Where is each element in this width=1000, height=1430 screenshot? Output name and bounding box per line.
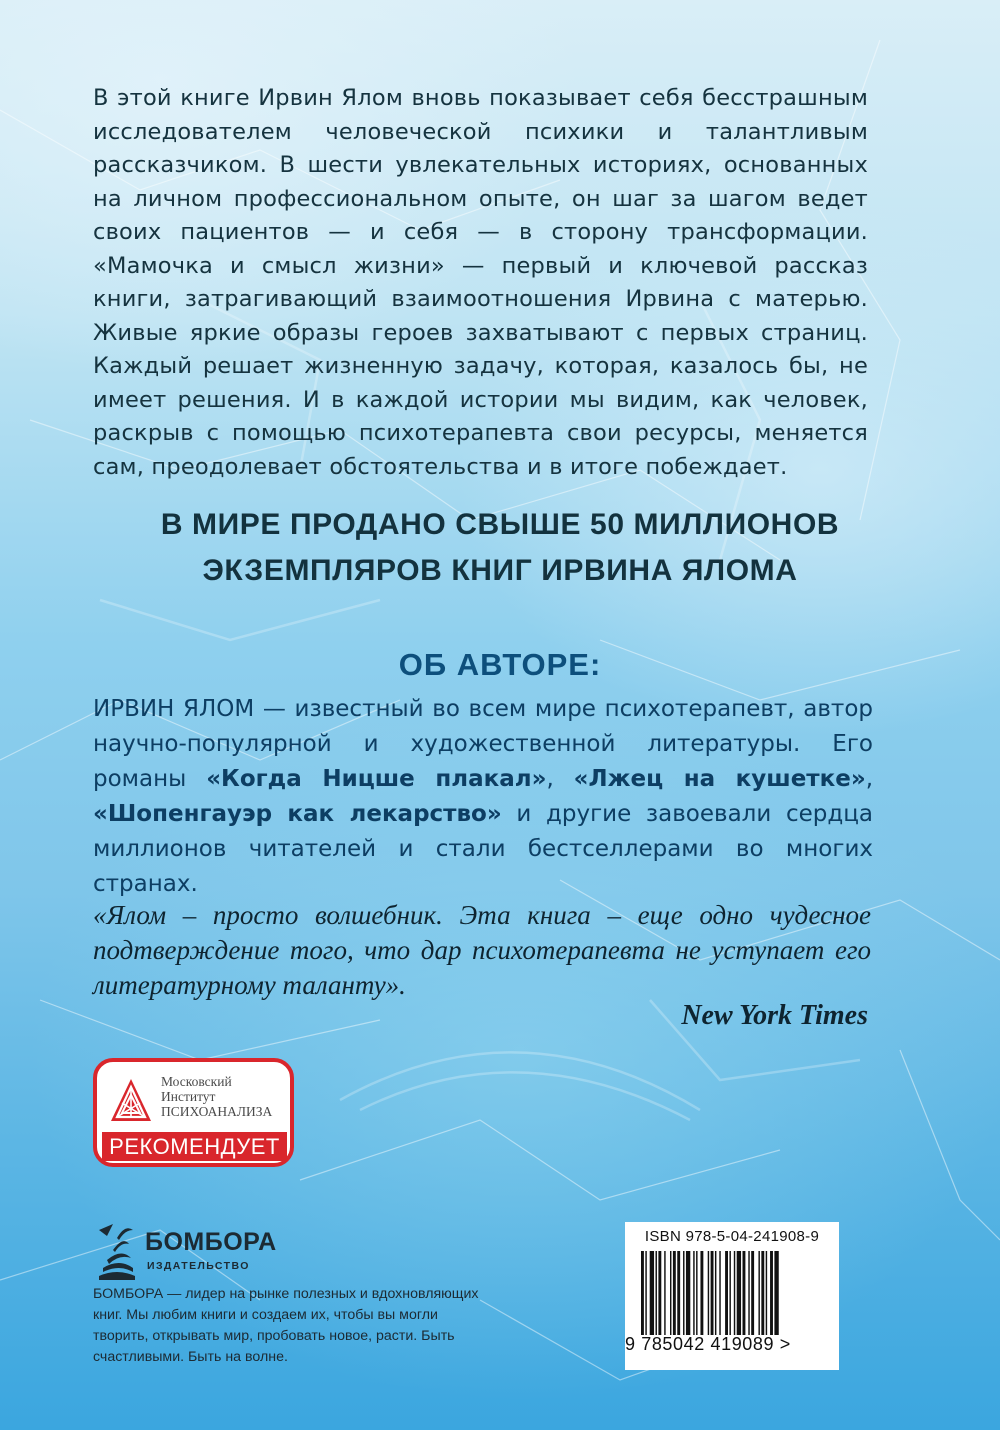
novel-title-nietzsche: «Когда Ницше плакал» bbox=[206, 766, 547, 792]
about-author-outro: и другие завоевали сердца миллионов читателей и стали бестселлерами во многих странах. bbox=[93, 801, 874, 897]
barcode-digits: 9 785042 419089 > bbox=[625, 1334, 791, 1354]
recommends-label: РЕКОМЕНДУЕТ bbox=[102, 1132, 287, 1161]
institute-name bbox=[161, 1074, 291, 1119]
sales-headline-line1: В МИРЕ ПРОДАНО СВЫШЕ 50 МИЛЛИОНОВ bbox=[160, 508, 840, 541]
about-author-intro: ИРВИН ЯЛОМ — известный во всем мире психотерапевт, автор научно-популярной и художественной литературы. Его романы bbox=[93, 696, 873, 792]
institute-recommends-badge bbox=[93, 1058, 294, 1167]
separator: , bbox=[865, 766, 874, 792]
quote-source: New York Times bbox=[681, 1000, 868, 1031]
review-quote: «Ялом – просто волшебник. Эта книга – еще одно чудесное подтверждение того, что дар психотерапевта не уступает его литературному таланту». bbox=[93, 900, 871, 1000]
institute-triangle-logo-icon bbox=[109, 1077, 153, 1127]
publisher-description: БОМБОРА — лидер на рынке полезных и вдохновляющих книг. Мы любим книги и создаем их, чтобы вы могли творить, открывать мир, пробовать новое, расти. Быть счастливыми. Быть на волне. bbox=[93, 1286, 479, 1365]
institute-name-line2: Институт bbox=[161, 1089, 216, 1104]
institute-name-line3: ПСИХОАНАЛИЗА bbox=[161, 1104, 273, 1119]
publisher-name: БОМБОРА bbox=[145, 1228, 277, 1256]
sales-headline-line2: ЭКЗЕМПЛЯРОВ КНИГ ИРВИНА ЯЛОМА bbox=[202, 554, 798, 587]
isbn-number: ISBN 978-5-04-241908-9 bbox=[644, 1228, 820, 1245]
isbn-barcode-block bbox=[625, 1222, 839, 1370]
sales-headline bbox=[60, 502, 940, 594]
institute-name-line1: Московский bbox=[161, 1074, 232, 1089]
book-description: В этой книге Ирвин Ялом вновь показывает себя бесстрашным исследователем человеческой психики и талантливым рассказчиком. В шести увлекательных историях, основанных на личном профессиональном опыте, он шаг за шагом ведет своих пациентов — и себя — в сторону трансформации. «Мамочка и смысл жизни» — первый и ключевой рассказ книги, затрагивающий взаимоотношения Ирвина с матерью. Живые яркие образы героев захватывают с первых страниц. Каждый решает жизненную задачу, которая, казалось бы, не имеет решения. И в каждой истории мы видим, как человек, раскрыв с помощью психотерапевта свои ресурсы, меняется сам, преодолевает обстоятельства и в итоге побеждает. bbox=[93, 85, 868, 480]
publisher-subtitle: ИЗДАТЕЛЬСТВО bbox=[147, 1260, 250, 1272]
separator: , bbox=[546, 766, 574, 792]
about-author-text bbox=[93, 692, 873, 902]
novel-title-couch: «Лжец на кушетке» bbox=[573, 766, 866, 792]
publisher-logo bbox=[93, 1218, 313, 1282]
novel-title-schopenhauer: «Шопенгауэр как лекарство» bbox=[93, 801, 502, 827]
about-author-heading: ОБ АВТОРЕ: bbox=[398, 647, 602, 682]
bombora-wave-icon bbox=[93, 1218, 141, 1282]
